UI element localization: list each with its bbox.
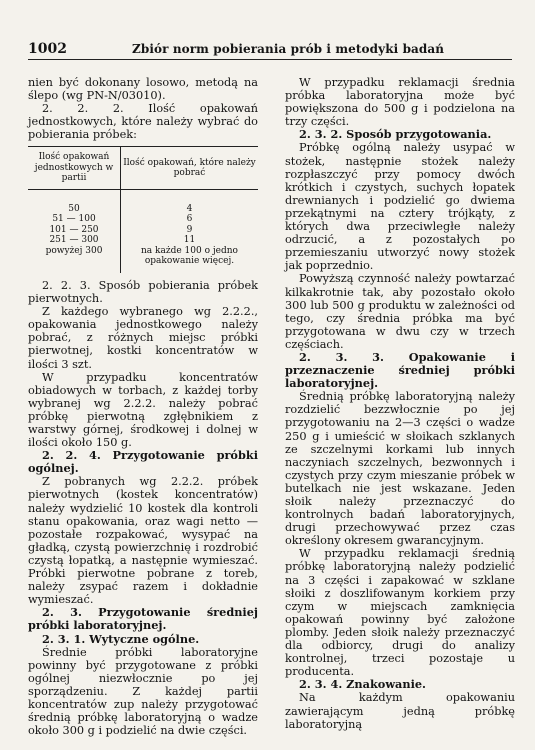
table-cell: na każde 100 o jedno opakowanie więcej.	[141, 245, 238, 267]
table-row	[28, 225, 258, 236]
table-cell: 4	[186, 203, 193, 214]
table-row	[28, 189, 258, 214]
paragraph: nien być dokonany losowo, metodą na ślepo (wg PN-N/03010).	[28, 76, 258, 103]
table-header: Ilość opakowań jednostkowych w partii	[28, 147, 121, 190]
table-header: Ilość opakowań, które należy pobrać	[121, 147, 259, 190]
paragraph: 2. 2. 2. Ilość opakowań jednostkowych, które należy wybrać do pobierania próbek:	[28, 102, 258, 142]
table-cell: 9	[186, 224, 193, 235]
paragraph: W przypadku reklamacji średnią próbkę laboratoryjną należy podzielić na 3 części i zapakować w szklane słoiki z doszlifowanym korkiem przy czym w miejscach zamknięcia opakowań powinny być założone plomby. Jeden słoik należy przeznaczyć dla odbiorcy, drugi do analizy kontrolnej, trzeci pozostaje u producenta.	[285, 547, 515, 679]
paragraph: 2. 2. 3. Sposób pobierania próbek pierwotnych.	[28, 278, 258, 306]
section-heading: 2. 3. 4. Znakowanie.	[299, 677, 426, 692]
section-heading: 2. 3. 3. Opakowanie i przeznaczenie średniej próbki laboratoryjnej.	[285, 349, 515, 391]
left-column	[28, 76, 258, 737]
table-row	[28, 235, 258, 246]
paragraph: W przypadku reklamacji średnia próbka laboratoryjna może być powiększona do 500 g i podzielona na trzy części.	[285, 76, 515, 129]
table-cell: 51 — 100	[28, 214, 121, 225]
sample-count-table	[28, 146, 258, 273]
paragraph: Średnią próbkę laboratoryjną należy rozdzielić bezzwłocznie po jej przygotowaniu na 2—3 części o wadze 250 g i umieścić w słoikach szklanych ze szczelnymi korkami lub innych naczyniach szczelnych, bezwonnych i czystych przy czym mieszanie próbek w butelkach nie jest wskazane. Jeden słoik należy przeznaczyć do kontrolnych badań laboratoryjnych, drugi przechowywać przez czas określony okresem gwarancyjnym.	[285, 390, 515, 548]
table-cell: powyżej 300	[28, 246, 121, 273]
section-heading: 2. 3. 1. Wytyczne ogólne.	[42, 631, 200, 646]
paragraph: Z pobranych wg 2.2.2. próbek pierwotnych (kostek koncentratów) należy wydzielić 10 kostek dla kontroli stanu opakowania, oraz wagi netto — pozostałe rozpakować, wysypać na gładką, czystą powierzchnię i rozdrobić czystą łopatką, a następnie wymieszać. Próbki pierwotne pobrane z toreb, należy zsypać razem i dokładnie wymieszać.	[28, 475, 258, 607]
section-heading: 2. 2. 4. Przygotowanie próbki ogólnej.	[28, 448, 258, 476]
page-number: 1002	[28, 41, 67, 57]
table-cell: 101 — 250	[28, 225, 121, 236]
right-column	[285, 76, 515, 731]
paragraph: Powyższą czynność należy powtarzać kilkakrotnie tak, aby pozostało około 300 lub 500 g produktu w zależności od tego, czy średnia próbka ma być przygotowana w dwu czy w trzech częściach.	[285, 272, 515, 351]
table-cell: 11	[183, 235, 196, 246]
paragraph: Na każdym opakowaniu zawierającym jedną próbkę laboratoryjną	[285, 691, 515, 731]
section-heading: 2. 3. 2. Sposób przygotowania.	[299, 127, 492, 142]
paragraph: Próbkę ogólną należy usypać w stożek, następnie stożek należy rozpłaszczyć przy pomocy dwóch krótkich i czystych, suchych łopatek drewnianych i podzielić go dwiema przekątnymi na cztery trójkąty, z których dwa przeciwległe należy odrzucić, a z pozostałych po przemieszaniu utworzyć nowy stożek jak poprzednio.	[285, 141, 515, 273]
paragraph: Z każdego wybranego wg 2.2.2., opakowania jednostkowego należy pobrać, z różnych miejsc próbki pierwotnej, kostki koncentratów w ilości 3 szt.	[28, 305, 258, 371]
paragraph: W przypadku koncentratów obiadowych w torbach, z każdej torby wybranej wg 2.2.2. należy pobrać próbkę pierwotną zgłębnikiem z warstwy górnej, środkowej i dolnej w ilości około 150 g.	[28, 370, 258, 450]
table-row	[28, 214, 258, 225]
table-cell: 6	[186, 214, 193, 225]
table-cell: 251 — 300	[28, 235, 121, 246]
paragraph: Średnie próbki laboratoryjne powinny być przygotowane z próbki ogólnej niezwłocznie po jej sporządzeniu. Z każdej partii koncentratów zup należy przygotować średnią próbkę laboratoryjną o wadze około 300 g i podzielić na dwie części.	[28, 645, 258, 738]
table-row	[28, 246, 258, 273]
section-heading: 2. 3. Przygotowanie średniej próbki laboratoryjnej.	[28, 605, 258, 633]
running-title: Zbiór norm pobierania prób i metodyki badań	[132, 42, 445, 56]
page-header	[28, 41, 512, 60]
table-cell: 50	[28, 189, 121, 214]
